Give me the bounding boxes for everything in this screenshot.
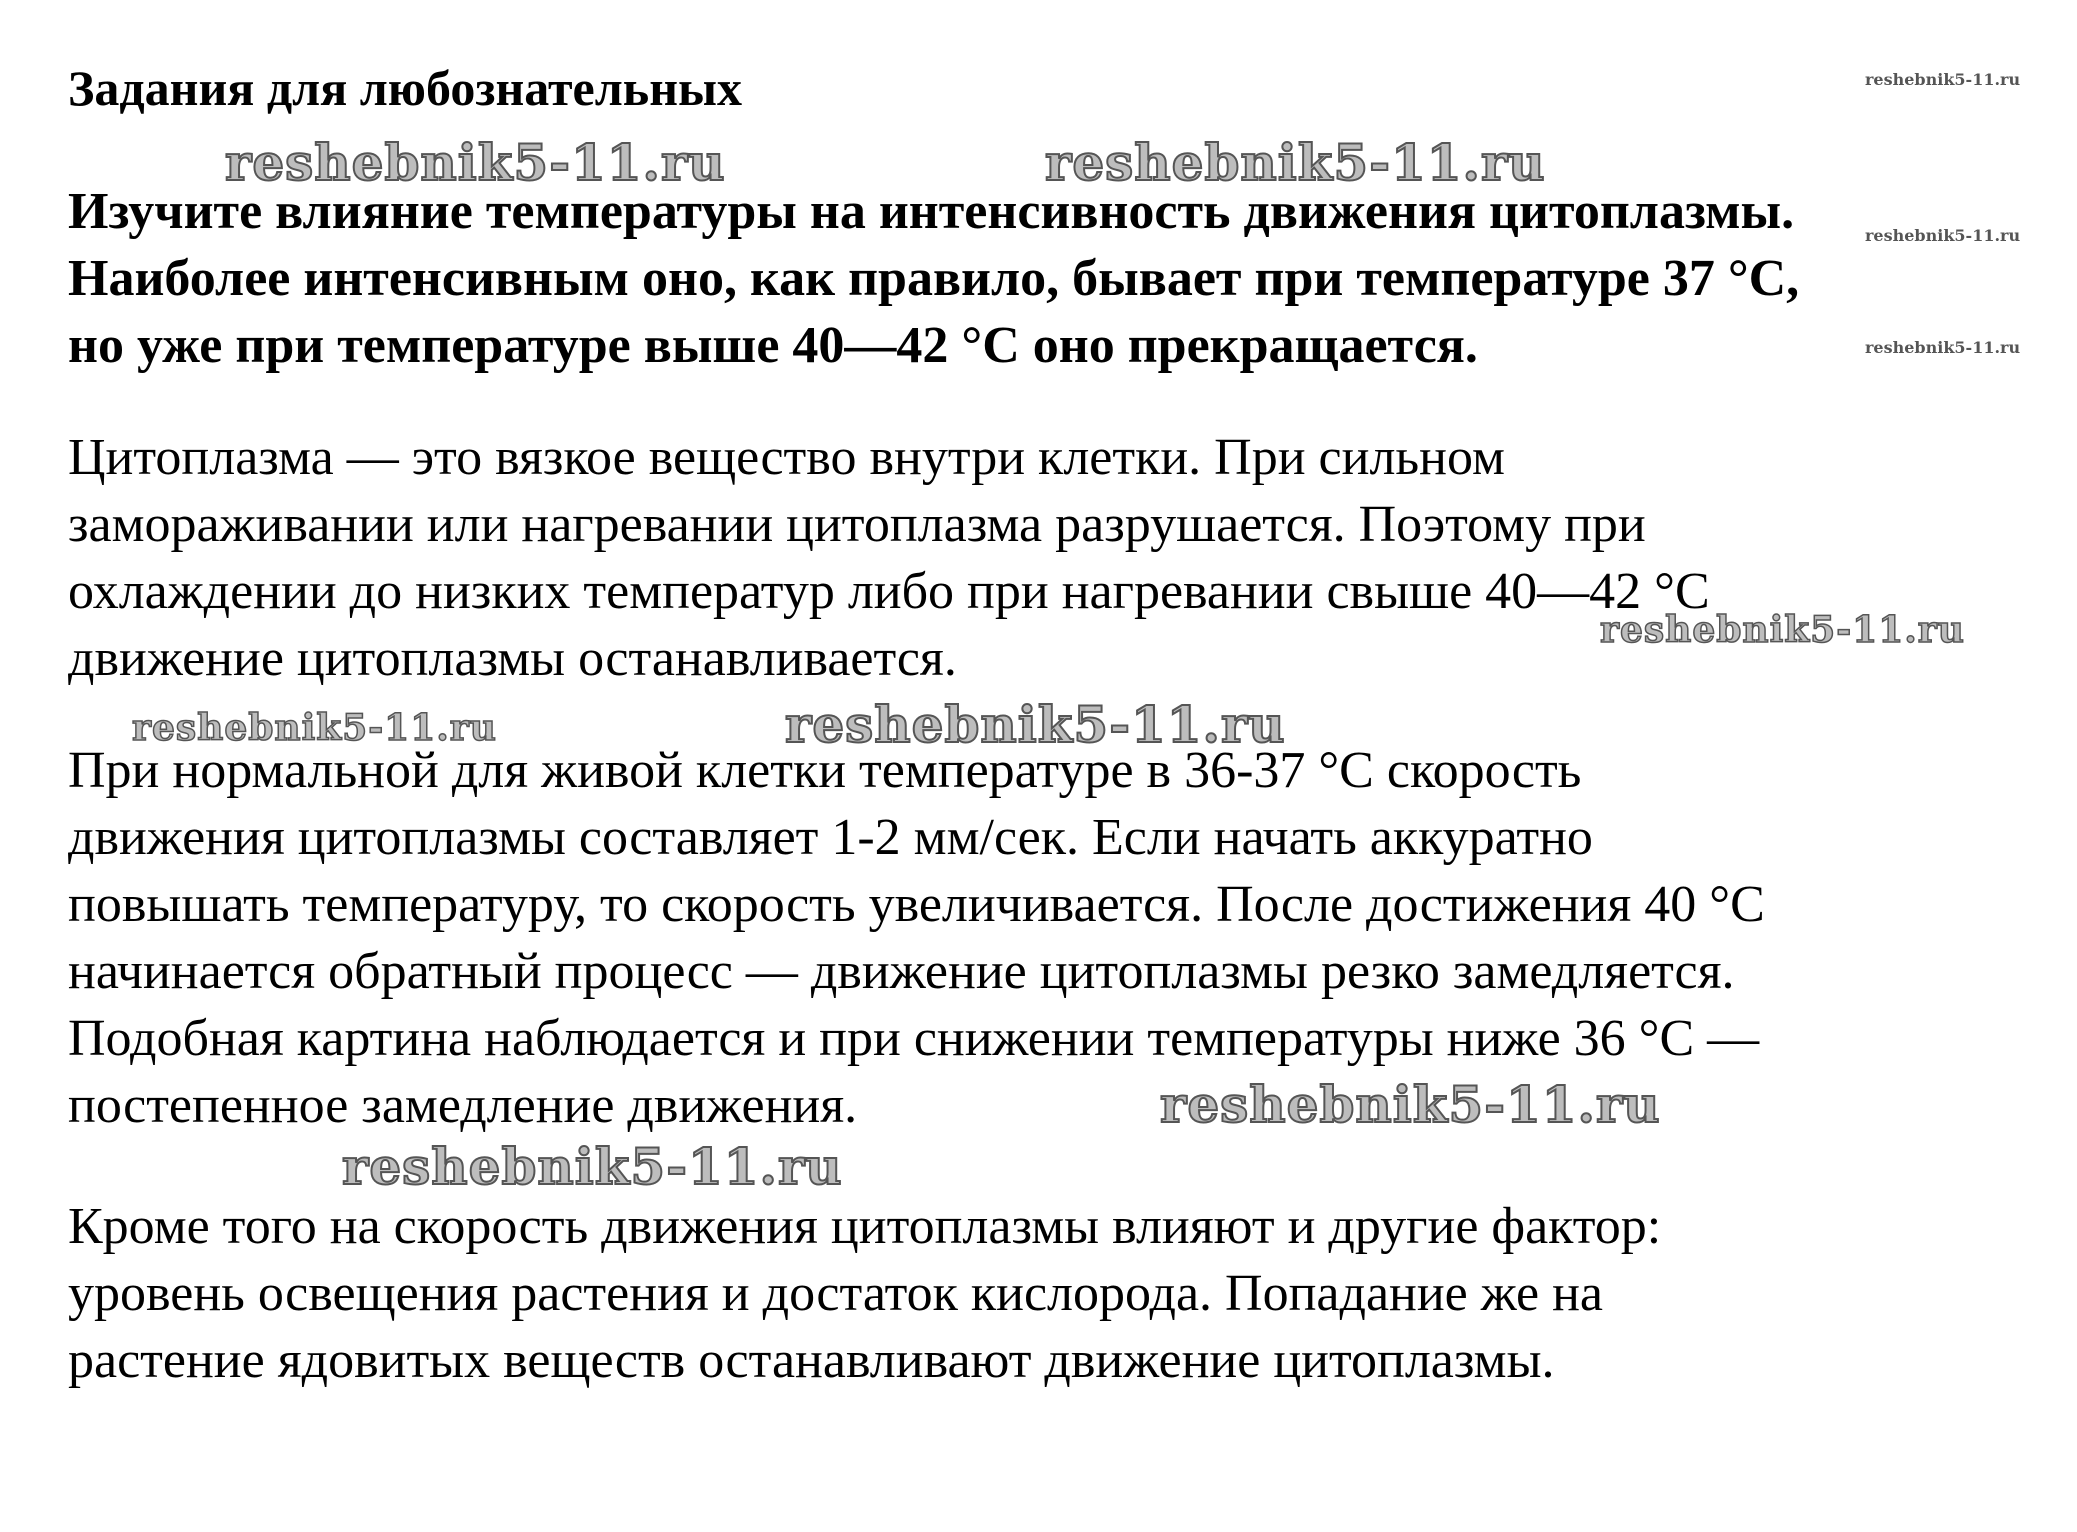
answer-paragraph-3 — [68, 1193, 2048, 1394]
watermark: reshebnik5-11.ru — [1600, 609, 1965, 651]
watermark: reshebnik5-11.ru — [785, 695, 1286, 754]
paragraph-line: При нормальной для живой клетки температуре в 36-37 °С скорость — [68, 742, 1582, 799]
watermark: reshebnik5-11.ru — [225, 133, 726, 192]
watermark: reshebnik5-11.ru — [342, 1137, 843, 1196]
paragraph-line: Кроме того на скорость движения цитоплазмы влияют и другие фактор: — [68, 1198, 1662, 1255]
paragraph-line: уровень освещения растения и достаток кислорода. Попадание же на — [68, 1265, 1603, 1322]
paragraph-line: замораживании или нагревании цитоплазма разрушается. Поэтому при — [68, 496, 1646, 553]
paragraph-line: охлаждении до низких температур либо при нагревании свыше 40—42 °С — [68, 563, 1710, 620]
answer-paragraph-2 — [68, 737, 2048, 1139]
watermark: reshebnik5-11.ru — [132, 707, 497, 749]
paragraph-line: движения цитоплазмы составляет 1-2 мм/сек. Если начать аккуратно — [68, 809, 1593, 866]
task-statement — [68, 178, 2048, 379]
paragraph-line: повышать температуру, то скорость увеличивается. После достижения 40 °С — [68, 876, 1765, 933]
answer-paragraph-1 — [68, 424, 2048, 692]
watermark: reshebnik5-11.ru — [1865, 338, 2021, 357]
paragraph-line: растение ядовитых веществ останавливают движение цитоплазмы. — [68, 1332, 1555, 1389]
watermark: reshebnik5-11.ru — [1865, 70, 2021, 89]
paragraph-line: Подобная картина наблюдается и при снижении температуры ниже 36 °С — — [68, 1010, 1760, 1067]
section-heading: Задания для любознательных — [68, 60, 743, 116]
watermark: reshebnik5-11.ru — [1160, 1075, 1661, 1134]
paragraph-line: движение цитоплазмы останавливается. — [68, 630, 957, 687]
watermark: reshebnik5-11.ru — [1865, 226, 2021, 245]
task-line: Наиболее интенсивным оно, как правило, бывает при температуре 37 °С, — [68, 250, 1800, 307]
task-line: Изучите влияние температуры на интенсивность движения цитоплазмы. — [68, 183, 1795, 240]
watermark: reshebnik5-11.ru — [1045, 133, 1546, 192]
task-line: но уже при температуре выше 40—42 °С оно прекращается. — [68, 317, 1478, 374]
paragraph-line: начинается обратный процесс — движение цитоплазмы резко замедляется. — [68, 943, 1735, 1000]
paragraph-line: постепенное замедление движения. — [68, 1077, 858, 1134]
paragraph-line: Цитоплазма — это вязкое вещество внутри клетки. При сильном — [68, 429, 1505, 486]
